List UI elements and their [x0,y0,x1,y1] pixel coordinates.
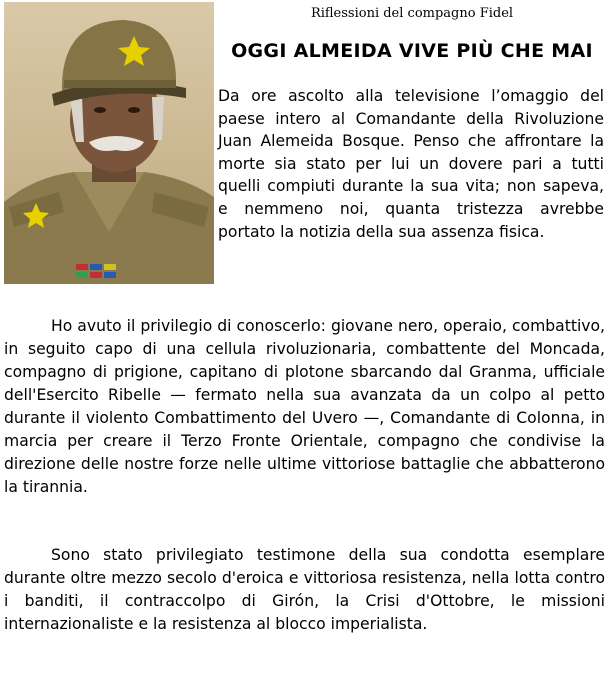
column-kicker: Riflessioni del compagno Fidel [310,6,514,21]
paragraph-2: Ho avuto il privilegio di conoscerlo: giovane nero, operaio, combattivo, in seguito capo di una cellula rivoluzionaria, combattente del Moncada, compagno di prigione, capitano di plotone sbarcando dal Granma, ufficiale dell'Esercito Ribelle — fermato nella sua avanzata da un colpo al petto durante il violento Combattimento del Uvero —, Comandante di Colonna, in marcia per creare il Terzo Fronte Orientale, compagno che condivise la direzione delle nostre forze nelle ultime vittoriose battaglie che abbatterono la tirannia. [4,317,605,496]
article-title: OGGI ALMEIDA VIVE PIÙ CHE MAI [231,40,593,62]
portrait-photo [4,2,214,284]
paragraph-3: Sono stato privilegiato testimone della sua condotta esemplare durante oltre mezzo secolo d'eroica e vittoriosa resistenza, nella lotta contro i banditi, il contraccolpo di Girón, la Crisi d'Ottobre, le missioni internazionaliste e la resistenza al blocco imperialista. [4,546,605,633]
portrait-illustration [4,2,214,284]
paragraph-1: Da ore ascolto alla televisione l’omaggio del paese intero al Comandante della Rivoluzione Juan Alemeida Bosque. Penso che affrontare la morte sia stato per lui un dovere pari a tutti quelli compiuti durante la sua vita; non sapeva, e nemmeno noi, quanta tristezza avrebbe portato la notizia della sua assenza fisica. [218,87,604,241]
